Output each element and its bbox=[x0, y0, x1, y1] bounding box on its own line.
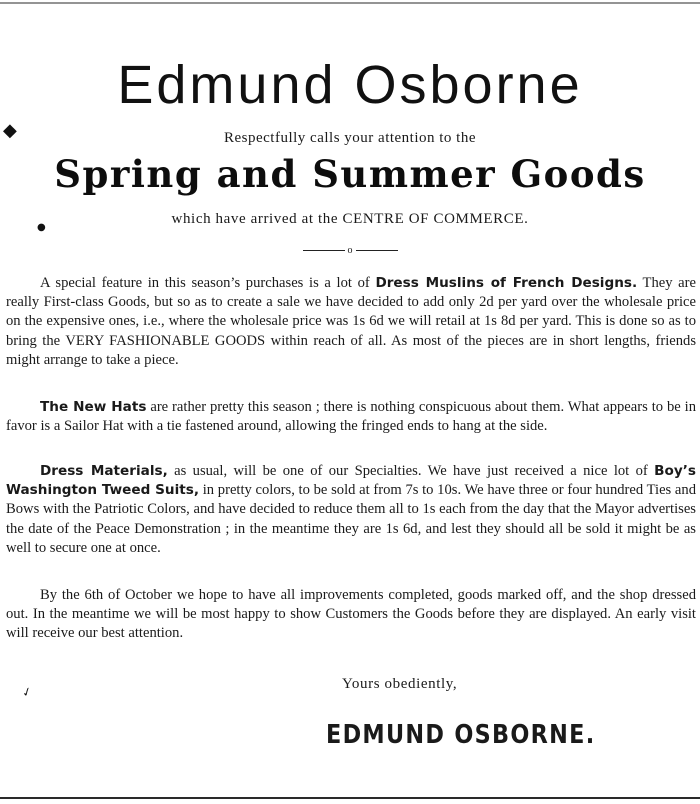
p1-text-2: They are really First-class Goods, but so as to create a sale we have decided to add only 2d per yard over the wholesale price on the expensive ones, i.e., where the wholesale price was 1s 6d we will retail at 1s 8d per yard. This is done so as to bring the VERY FASHIONABLE GOODS within reach of all. As most of the pieces are in short lengths, friends might arrange to take a piece. bbox=[6, 275, 696, 368]
merchant-name: Edmund Osborne bbox=[117, 55, 583, 115]
divider-dash-left bbox=[303, 250, 345, 251]
signature: EDMUND OSBORNE. bbox=[326, 720, 596, 750]
divider-dash-right bbox=[356, 250, 398, 251]
ink-tick-icon: ✓ bbox=[19, 683, 35, 701]
paragraph-dress-materials bbox=[6, 462, 696, 558]
divider-mark: o bbox=[347, 245, 353, 256]
bottom-border-rule bbox=[0, 797, 700, 799]
ink-dot-icon: ● bbox=[37, 222, 46, 233]
paragraph-dress-muslins bbox=[6, 274, 696, 370]
p1-text-1: A special feature in this season’s purchases is a lot of bbox=[40, 275, 376, 291]
p4-text-1: By the 6th of October we hope to have all improvements completed, goods marked off, and the shop dressed out. In the meantime we will be most happy to show Customers the Goods before they are displayed. An early visit will receive our best attention. bbox=[6, 587, 696, 642]
p2-text-1: are rather pretty this season ; there is nothing conspicuous about them. What appears to be in favor is a Sailor Hat with a tie fastened around, allowing the fringed ends to hang at the side. bbox=[6, 399, 696, 435]
paragraph-october bbox=[6, 586, 696, 644]
intro-line: Respectfully calls your attention to the bbox=[223, 130, 477, 146]
p1-bold-dress-muslins: Dress Muslins of French Designs. bbox=[375, 275, 638, 291]
p3-text-2: in pretty colors, to be sold at from 7s to 10s. We have three or four hundred Ties and Bows with the Patriotic Colors, and have decided to reduce them all to 1s each from the day that the Mayor advertises the date of the Peace Demonstration ; in the meantime they are 1s 6d, and lest they should all be sold it might be as well to secure one at once. bbox=[6, 482, 697, 556]
headline: Spring and Summer Goods bbox=[54, 152, 646, 196]
valediction: Yours obediently, bbox=[342, 676, 458, 692]
p3-bold-dress-materials: Dress Materials, bbox=[40, 463, 168, 479]
paragraph-new-hats bbox=[6, 398, 696, 436]
p2-bold-new-hats: The New Hats bbox=[40, 399, 147, 415]
section-divider bbox=[0, 245, 700, 257]
p3-text-1: as usual, will be one of our Specialties. We have just received a nice lot of bbox=[167, 463, 655, 479]
arrival-line: which have arrived at the CENTRE OF COMMERCE. bbox=[171, 211, 529, 227]
p3-bold-tweed-suits: Boy’s Washington Tweed Suits, bbox=[6, 463, 696, 499]
pointing-hand-icon: ◆ bbox=[3, 120, 17, 141]
top-border-rule bbox=[0, 2, 700, 4]
